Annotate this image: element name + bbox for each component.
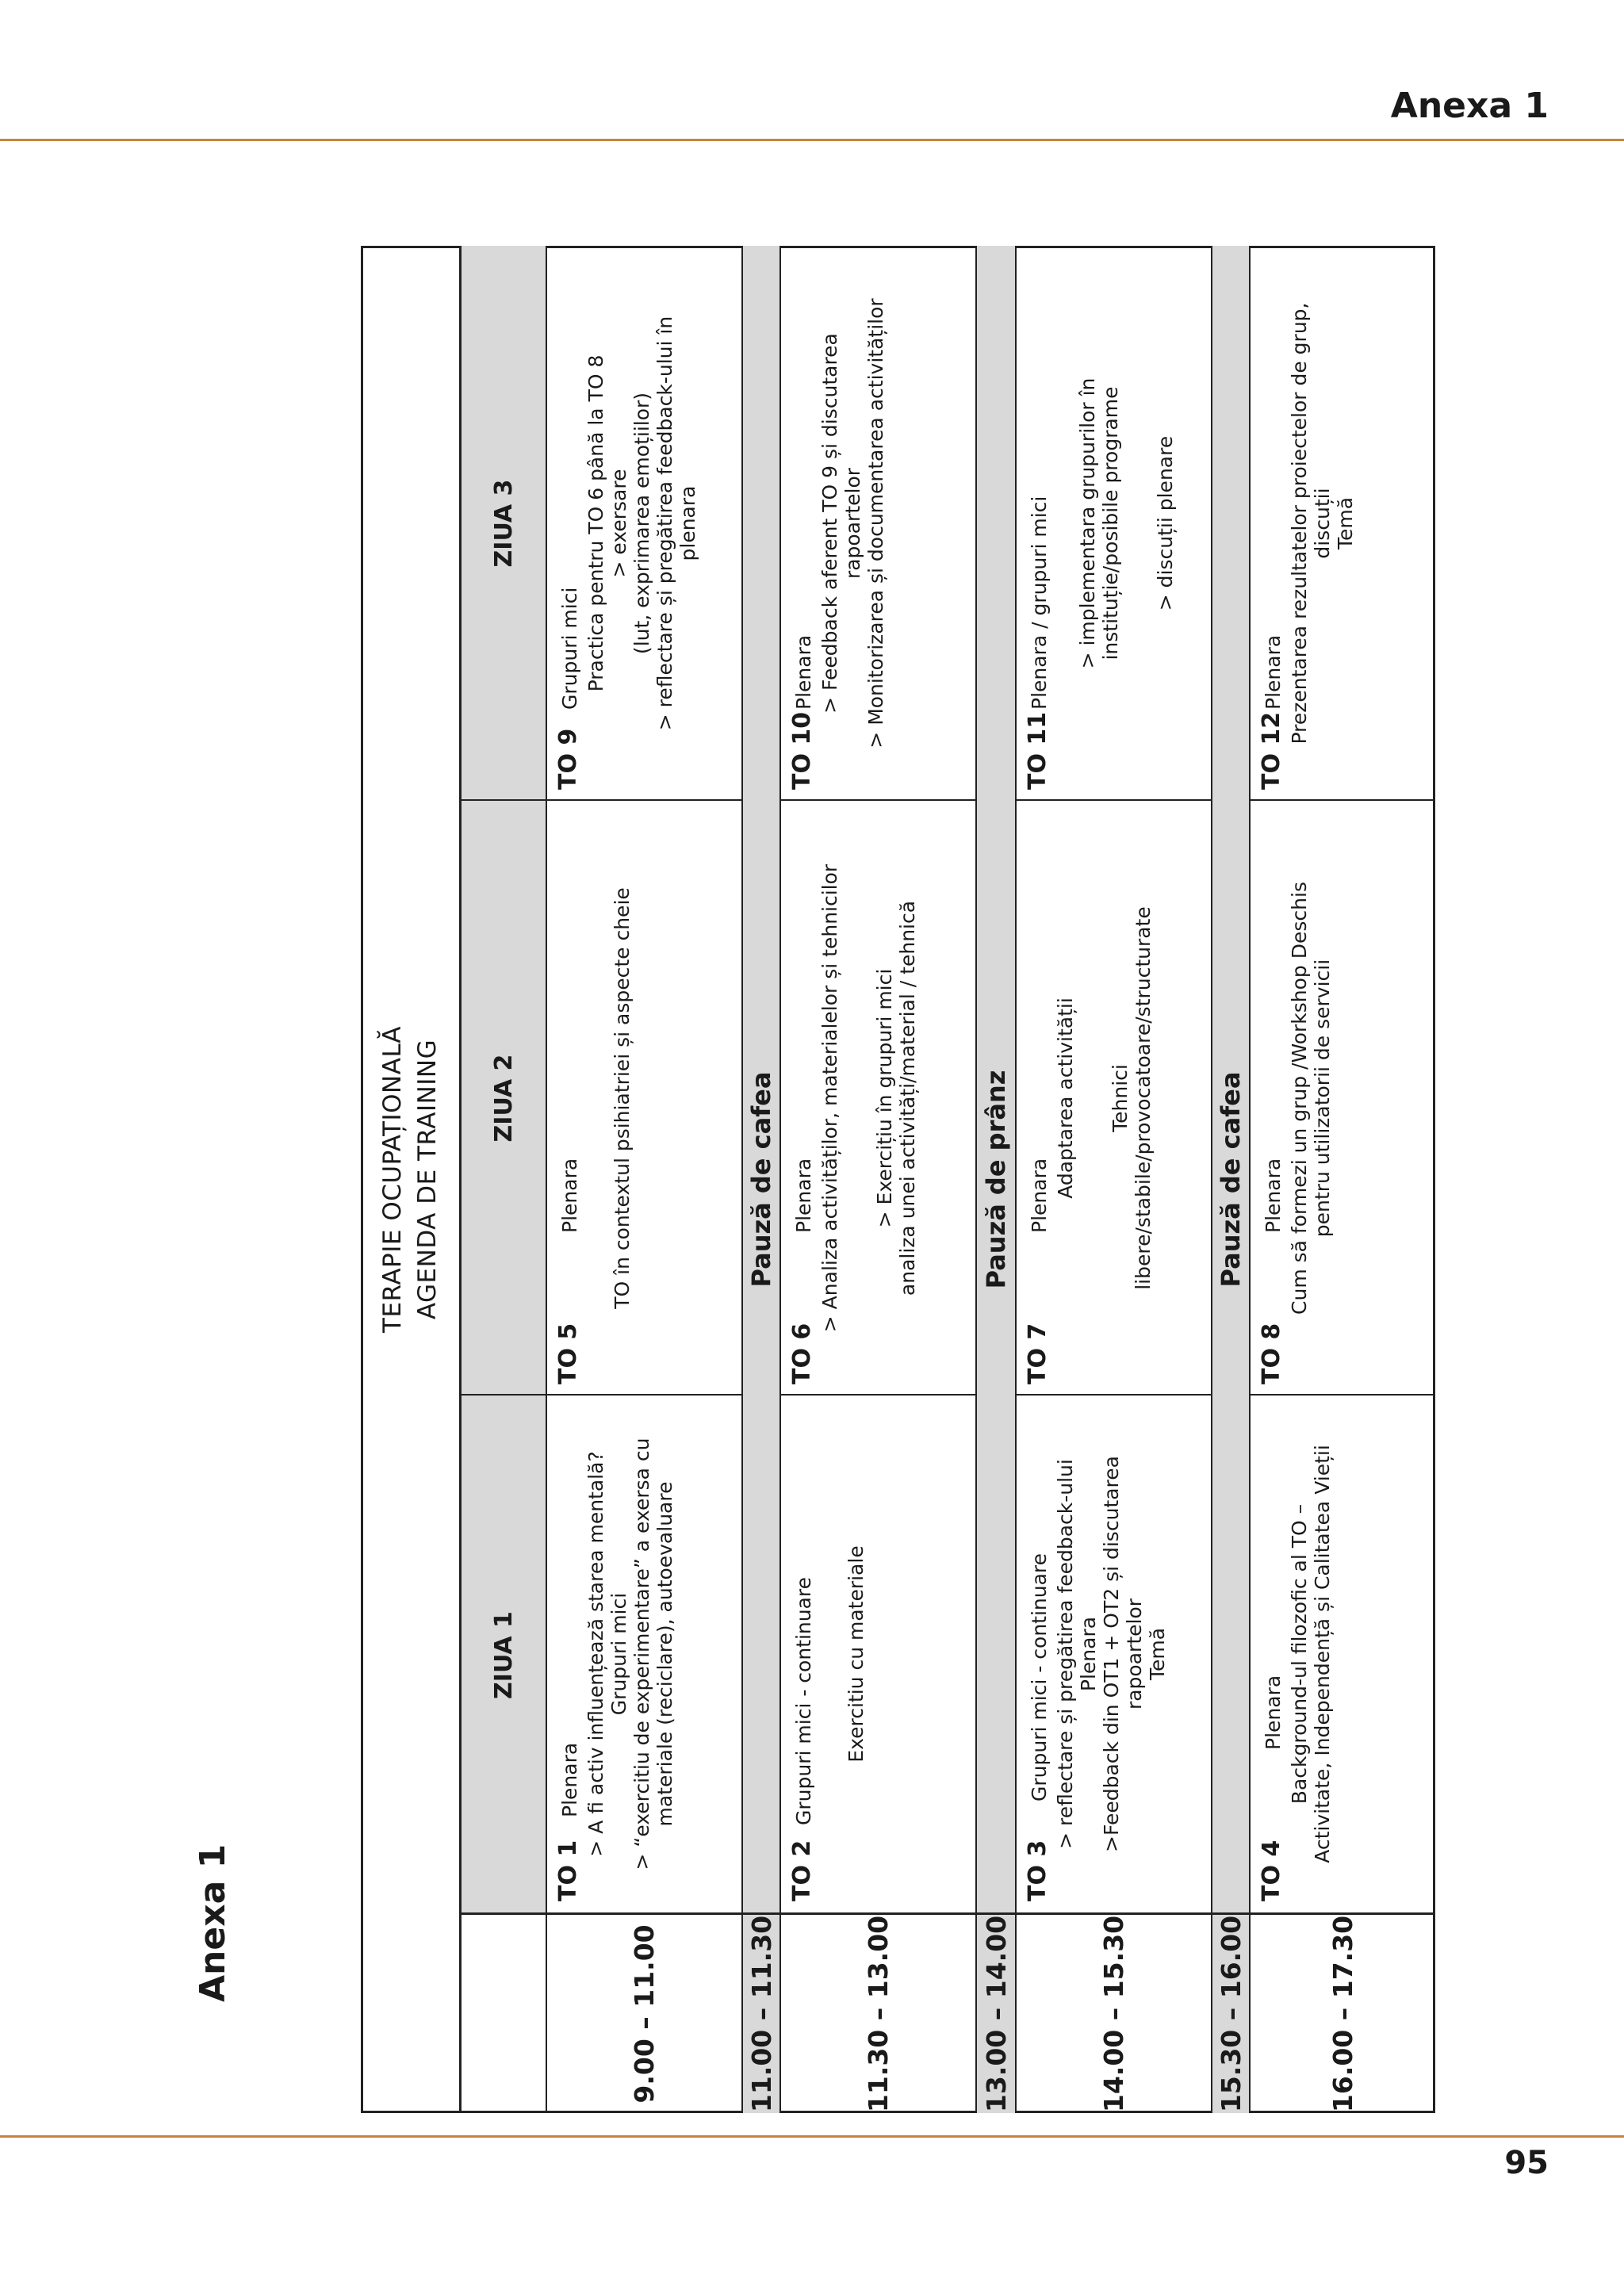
- session-line: > implementara grupurilor în: [1076, 377, 1099, 669]
- session-line: Exercitiu cu materiale: [845, 1545, 868, 1763]
- session-code: TO 4: [1258, 1840, 1285, 1901]
- session-line: > exersare: [607, 469, 630, 578]
- session-code: TO 9: [554, 728, 582, 790]
- session-to-6: [781, 801, 975, 1396]
- session-line: Grupuri mici: [607, 1592, 630, 1716]
- session-line: Practica pentru TO 6 până la TO 8: [584, 354, 607, 692]
- divider: [1017, 1394, 1211, 1396]
- session-mode: Plenara: [1028, 1158, 1051, 1233]
- session-code: TO 7: [1024, 1323, 1051, 1384]
- session-line: Background-ul filozofic al TO –: [1288, 1503, 1311, 1805]
- session-mode: Plenara: [558, 1742, 581, 1817]
- divider: [781, 799, 975, 801]
- session-code: TO 10: [788, 711, 816, 790]
- divider: [547, 799, 741, 801]
- day-3-header: ZIUA 3: [489, 479, 518, 568]
- time-slot-13-00: 13.00 – 14.00: [980, 1915, 1012, 2113]
- session-line: materiale (reciclare), autoevaluare: [653, 1481, 676, 1827]
- page-header-title: Anexa 1: [1390, 86, 1549, 126]
- session-line: libere/stabile/provocatoare/structurate: [1132, 906, 1155, 1290]
- session-mode: Plenara: [792, 1158, 815, 1233]
- session-line: > Analiza activităților, materialelor și tehnicilor: [818, 863, 841, 1333]
- session-mode: Plenara: [1262, 1158, 1285, 1233]
- agenda-title-line-1: TERAPIE OCUPAȚIONALĂ: [378, 1026, 407, 1333]
- session-line: Activitate, Independență și Calitatea Vieții: [1311, 1445, 1334, 1863]
- session-code: TO 5: [554, 1323, 582, 1384]
- session-mode: Plenara / grupuri mici: [1028, 496, 1051, 710]
- session-line: Plenara: [1077, 1616, 1100, 1692]
- footer-rule: [0, 2135, 1624, 2138]
- session-code: TO 6: [788, 1323, 816, 1384]
- session-code: TO 8: [1258, 1323, 1285, 1384]
- divider: [547, 1394, 741, 1396]
- session-mode: Grupuri mici - continuare: [1028, 1552, 1051, 1801]
- session-line: Tehnici: [1109, 1064, 1132, 1132]
- session-mode: Grupuri mici: [558, 587, 581, 710]
- session-code: TO 11: [1024, 711, 1051, 790]
- time-slot-11-30: 11.30 – 13.00: [863, 1915, 894, 2113]
- coffee-break-1: Pauză de cafea: [746, 1071, 776, 1288]
- session-line: plenara: [676, 485, 699, 561]
- session-line: > reflectare și pregătirea feedback-ului: [1054, 1459, 1077, 1849]
- coffee-break-2: Pauză de cafea: [1216, 1071, 1246, 1288]
- session-mode: Plenara: [1262, 1675, 1285, 1750]
- session-line: > reflectare și pregătirea feedback-ului în: [653, 316, 676, 731]
- session-to-12: [1251, 246, 1435, 801]
- time-slot-16-00: 16.00 – 17.30: [1327, 1915, 1358, 2113]
- session-line: > discuții plenare: [1154, 435, 1177, 611]
- session-to-3: [1017, 1396, 1211, 1912]
- agenda-title: [361, 246, 459, 2113]
- session-code: TO 1: [554, 1840, 582, 1901]
- time-slot-11-00: 11.00 – 11.30: [745, 1915, 777, 2113]
- divider: [977, 1912, 1015, 1915]
- session-mode: Plenara: [558, 1158, 581, 1233]
- time-slot-9-00: 9.00 – 11.00: [629, 1924, 660, 2104]
- session-to-1: [547, 1396, 741, 1912]
- session-mode: Grupuri mici - continuare: [792, 1576, 815, 1825]
- divider: [1251, 1394, 1435, 1396]
- annex-side-title: Anexa 1: [193, 1843, 233, 2002]
- session-line: > Monitorizarea și documentarea activităților: [864, 298, 887, 748]
- divider: [1251, 799, 1435, 801]
- session-line: Adaptarea activității: [1054, 997, 1077, 1199]
- session-mode: Plenara: [1262, 634, 1285, 710]
- session-line: Temă: [1334, 496, 1357, 550]
- session-to-11: [1017, 246, 1211, 801]
- session-to-4: [1251, 1396, 1435, 1912]
- session-line: instituție/posibile programe: [1099, 386, 1122, 660]
- lunch-break: Pauză de prânz: [981, 1070, 1011, 1289]
- time-slot-14-00: 14.00 – 15.30: [1098, 1915, 1129, 2113]
- session-line: > Exercițiu în grupuri mici: [873, 968, 896, 1228]
- divider: [781, 1394, 975, 1396]
- session-line: >Feedback din OT1 + OT2 și discutarea rapoartelor: [1100, 1456, 1146, 1852]
- divider: [1017, 799, 1211, 801]
- header-rule: [0, 139, 1624, 141]
- session-line: analiza unei activități/material / tehnică: [896, 900, 919, 1296]
- session-code: TO 3: [1024, 1840, 1051, 1901]
- session-code: TO 2: [788, 1840, 816, 1901]
- divider: [1212, 1912, 1249, 1915]
- session-line: pentru utilizatorii de servicii: [1311, 959, 1334, 1238]
- session-line: rapoartelor: [841, 467, 864, 580]
- session-code: TO 12: [1258, 711, 1285, 790]
- session-line: Cum să formezi un grup /Workshop Deschis: [1288, 882, 1311, 1315]
- divider: [743, 1912, 779, 1915]
- day-1-header: ZIUA 1: [489, 1611, 518, 1699]
- divider: [459, 799, 546, 801]
- session-to-7: [1017, 801, 1211, 1396]
- day-2-header: ZIUA 2: [489, 1054, 518, 1143]
- session-line: Prezentarea rezultatelor proiectelor de grup,: [1288, 302, 1311, 745]
- time-slot-15-30: 15.30 – 16.00: [1215, 1915, 1247, 2113]
- session-to-5: [547, 801, 741, 1396]
- session-line: > A fi activ influențează starea mentală?: [584, 1451, 607, 1857]
- session-to-10: [781, 246, 975, 801]
- session-to-8: [1251, 801, 1435, 1396]
- session-mode: Plenara: [792, 634, 815, 710]
- session-to-9: [547, 246, 741, 801]
- session-to-2: [781, 1396, 975, 1912]
- session-line: discuții: [1311, 488, 1334, 559]
- divider: [459, 1394, 546, 1396]
- session-line: > “exercitiu de experimentare” a exersa cu: [630, 1438, 653, 1870]
- session-line: TO în contextul psihiatriei și aspecte cheie: [611, 887, 634, 1309]
- session-line: (lut, exprimarea emoțiilor): [630, 392, 653, 655]
- training-agenda-table: [361, 246, 1435, 2113]
- agenda-title-line-2: AGENDA DE TRAINING: [413, 1039, 442, 1320]
- page-number: 95: [1504, 2145, 1549, 2181]
- session-line: Temă: [1146, 1627, 1169, 1681]
- session-line: > Feedback aferent TO 9 și discutarea: [818, 333, 841, 714]
